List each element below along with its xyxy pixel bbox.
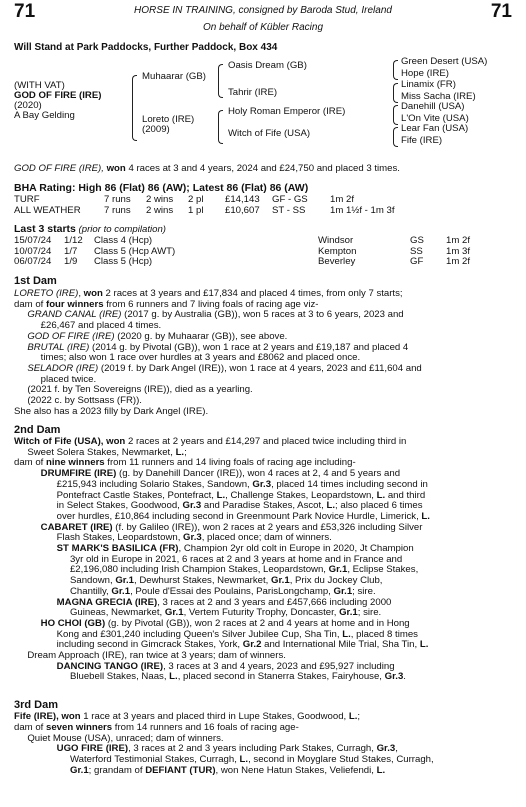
start-cell: SS [410,245,423,257]
ancestor-1: Green Desert (USA) [401,56,488,67]
pedigree-line: ST MARK'S BASILICA (FR), Champion 2yr old colt in Europe in 2020, Jt Champion [56,543,414,554]
horse-name: GOD OF FIRE (IRE) [14,90,102,101]
pedigree-line: UGO FIRE (IRE), 3 races at 2 and 3 years including Park Stakes, Curragh, Gr.3, [56,743,398,755]
pedigree-line: MAGNA GRECIA (IRE), 3 races at 2 and 3 years and £457,666 including 2000 [56,596,392,608]
start-cell: Class 5 (Hcp) [94,256,153,267]
start-cell: Class 5 (Hcp AWT) [94,245,176,257]
pedigree-line: 3yr old in Europe in 2021, 6 races at 2 and 3 years at home and in France and [14,553,403,565]
sire: Muhaarar (GB) [142,71,206,82]
dam-brace [218,110,223,144]
pedigree-line: dam of seven winners from 14 runners and 16 foals of racing age- [14,721,299,733]
start-cell: GS [410,235,424,246]
dam-sire: Holy Roman Emperor (IRE) [228,106,346,117]
start-cell: 1m 2f [446,235,470,246]
lot-number-right: 71 [490,1,512,22]
pedigree-line: Sandown, Gr.1, Dewhurst Stakes, Newmarket, Gr.1, Prix du Jockey Club, [14,575,383,587]
bha-rating-title: BHA Rating: High 86 (Flat) 86 (AW); Latest 86 (Flat) 86 (AW) [14,182,309,194]
summary-horse-name: GOD OF FIRE (IRE), [14,163,104,174]
ancestor-8: Fife (IRE) [401,135,443,146]
pedigree-brace [132,75,137,141]
pedigree-line: in Select Stakes, Goodwood, Gr.3 and Paradise Stakes, Ascot, L.; also placed 6 times [14,500,423,512]
horse-year: (2020) [14,100,42,111]
last-3-heading [14,224,166,235]
stable-location: Will Stand at Park Paddocks, Further Paddock, Box 434 [14,42,278,53]
pedigree-line: Bluebell Stakes, Naas, L., placed second in Stanerra Stakes, Fairyhouse, Gr.3. [14,671,406,683]
pedigree-line: Quiet Mouse (USA), unraced; dam of winners. [14,732,224,744]
start-cell: 1/9 [64,256,78,267]
horse-description: A Bay Gelding [14,110,75,121]
ancestor-2: Hope (IRE) [401,68,449,79]
pedigree-line: Kong and £301,240 including Queen's Silver Jubilee Cup, Sha Tin, L., placed 8 times [14,628,418,640]
pedigree-line: LORETO (IRE), won 2 races at 3 years and £17,834 and placed 4 times, from only 7 starts; [14,288,403,299]
sire-brace [218,64,223,98]
ancestor-3: Linamix (FR) [401,79,456,90]
bha-cell: 1m 2f [330,194,354,205]
pedigree-line: BRUTAL (IRE) (2014 g. by Pivotal (GB)), won 1 race at 2 years and £19,187 and placed 4 [27,341,409,353]
start-cell: Kempton [318,245,357,257]
bha-cell: ST - SS [272,204,306,216]
pedigree-line: including second in Gimcrack Stakes, York, Gr.2 and International Mile Trial, Sha Tin, L. [14,639,429,651]
second-dam-title: 2nd Dam [14,424,61,436]
bha-cell: 7 runs [104,204,131,216]
pedigree-line: £2,196,080 including Irish Champion Stakes, Leopardstown, Gr.1, Eclipse Stakes, [14,564,419,576]
third-dam-title: 3rd Dam [14,699,59,711]
bha-cell: 1m 1½f - 1m 3f [330,204,395,216]
g-brace-1 [393,60,398,80]
last-3-note: (prior to compilation) [78,224,166,235]
start-cell: 1/12 [64,235,83,246]
pedigree-line: She also has a 2023 filly by Dark Angel (IRE). [14,405,209,417]
pedigree-line: dam of nine winners from 11 runners and 14 living foals of racing age including- [14,457,356,469]
g-brace-2 [393,83,398,103]
bha-cell: £14,143 [225,194,260,205]
bha-cell: ALL WEATHER [14,204,81,216]
sire-dam: Tahrir (IRE) [228,87,278,98]
race-summary [14,163,400,174]
pedigree-line: Dream Approach (IRE), ran twice at 3 years; dam of winners. [14,650,286,661]
ancestor-6: L'On Vite (USA) [401,113,469,124]
last-3-title: Last 3 starts [14,223,76,235]
pedigree-line: Flash Stakes, Leopardstown, Gr.3, placed once; dam of winners. [14,532,332,544]
pedigree-line: placed twice. [14,373,97,385]
pedigree-line: £26,467 and placed 4 times. [14,320,162,332]
summary-won: won [106,163,126,174]
start-cell: 1m 3f [446,245,470,257]
pedigree-line: CABARET (IRE) (f. by Galileo (IRE)), won 2 races at 2 years and £53,326 including Silver [40,521,423,533]
pedigree-line: SELADOR (IRE) (2019 f. by Dark Angel (IRE)), won 1 race at 4 years, 2023 and £11,604 and [27,362,422,374]
bha-cell: 2 pl [188,194,204,205]
bha-cell: £10,607 [225,204,260,216]
bha-cell: 1 pl [188,204,204,216]
pedigree-line: GRAND CANAL (IRE) (2017 g. by Australia (GB)), won 5 races at 3 to 6 years, 2023 and [27,309,404,321]
g-brace-4 [393,127,398,147]
pedigree-line: Waterford Testimonial Stakes, Curragh, L., second in Moyglare Stud Stakes, Curragh, [14,754,434,766]
pedigree-line: GOD OF FIRE (IRE) (2020 g. by Muhaarar (GB)), see above. [27,330,288,342]
pedigree-line: HO CHOI (GB) (g. by Pivotal (GB)), won 2 races at 2 and 4 years at home and in Hong [40,617,410,629]
pedigree-line: £215,943 including Solario Stakes, Sandown, Gr.3, placed 14 times including second in [14,478,428,490]
dam: Loreto (IRE) [142,114,195,125]
pedigree-line: Fife (IRE), won 1 race at 3 years and placed third in Lupe Stakes, Goodwood, L.; [14,711,361,722]
pedigree-line: Chantilly, Gr.1, Poule d'Essai des Poulains, ParisLongchamp, Gr.1; sire. [14,585,376,597]
ancestor-7: Lear Fan (USA) [401,123,469,134]
pedigree-line: over hurdles, £10,864 including second in Greenmount Park Novice Hurdle, Limerick, L. [14,510,430,522]
lot-number-left: 71 [14,1,36,22]
first-dam-title: 1st Dam [14,275,57,287]
start-cell: Beverley [318,256,356,267]
bha-cell: GF - GS [272,194,308,205]
start-cell: Class 4 (Hcp) [94,235,153,246]
consignor-line: HORSE IN TRAINING, consigned by Baroda Stud, Ireland [134,5,392,16]
vat-note: (WITH VAT) [14,80,65,91]
g-brace-3 [393,105,398,125]
dam-year: (2009) [142,124,170,135]
pedigree-line: DANCING TANGO (IRE), 3 races at 3 and 4 years, 2023 and £95,927 including [56,660,395,672]
start-cell: 10/07/24 [14,245,52,257]
bha-cell: 2 wins [146,204,174,216]
pedigree-line: (2021 f. by Ten Sovereigns (IRE)), died as a yearling. [14,384,253,396]
pedigree-line: Sweet Solera Stakes, Newmarket, L.; [14,446,187,458]
pedigree-line: times; also won 1 race over hurdles at 3 years and £8062 and placed once. [14,352,361,364]
pedigree-line: dam of four winners from 6 runners and 7 living foals of racing age viz- [14,298,319,310]
start-cell: Windsor [318,235,354,246]
ancestor-4: Miss Sacha (IRE) [401,91,476,102]
pedigree-line: Witch of Fife (USA), won 2 races at 2 years and £14,297 and placed twice including third in [14,436,407,447]
bha-cell: TURF [14,194,40,205]
pedigree-line: DRUMFIRE (IRE) (g. by Danehill Dancer (IRE)), won 4 races at 2, 4 and 5 years and [40,468,401,480]
pedigree-line: (2022 c. by Sottsass (FR)). [14,395,142,406]
start-cell: 1m 2f [446,256,470,267]
behalf-line: On behalf of Kübler Racing [202,22,324,33]
ancestor-5: Danehill (USA) [401,101,465,112]
start-cell: 06/07/24 [14,256,52,267]
start-cell: 1/7 [64,245,78,257]
start-cell: 15/07/24 [14,235,52,246]
pedigree-line: Gr.1; grandam of DEFIANT (TUR), won Nene Hatun Stakes, Veliefendi, L. [69,765,386,776]
dam-dam: Witch of Fife (USA) [228,128,311,139]
bha-cell: 2 wins [146,194,174,205]
pedigree-line: Guineas, Newmarket, Gr.1, Vertem Futurity Trophy, Doncaster, Gr.1; sire. [14,607,382,619]
sire-sire: Oasis Dream (GB) [228,60,307,71]
bha-cell: 7 runs [104,194,131,205]
summary-text: 4 races at 3 and 4 years, 2024 and £24,750 and placed 3 times. [128,163,400,174]
pedigree-line: Pontefract Castle Stakes, Pontefract, L., Challenge Stakes, Leopardstown, L. and third [14,489,426,501]
start-cell: GF [410,256,424,267]
